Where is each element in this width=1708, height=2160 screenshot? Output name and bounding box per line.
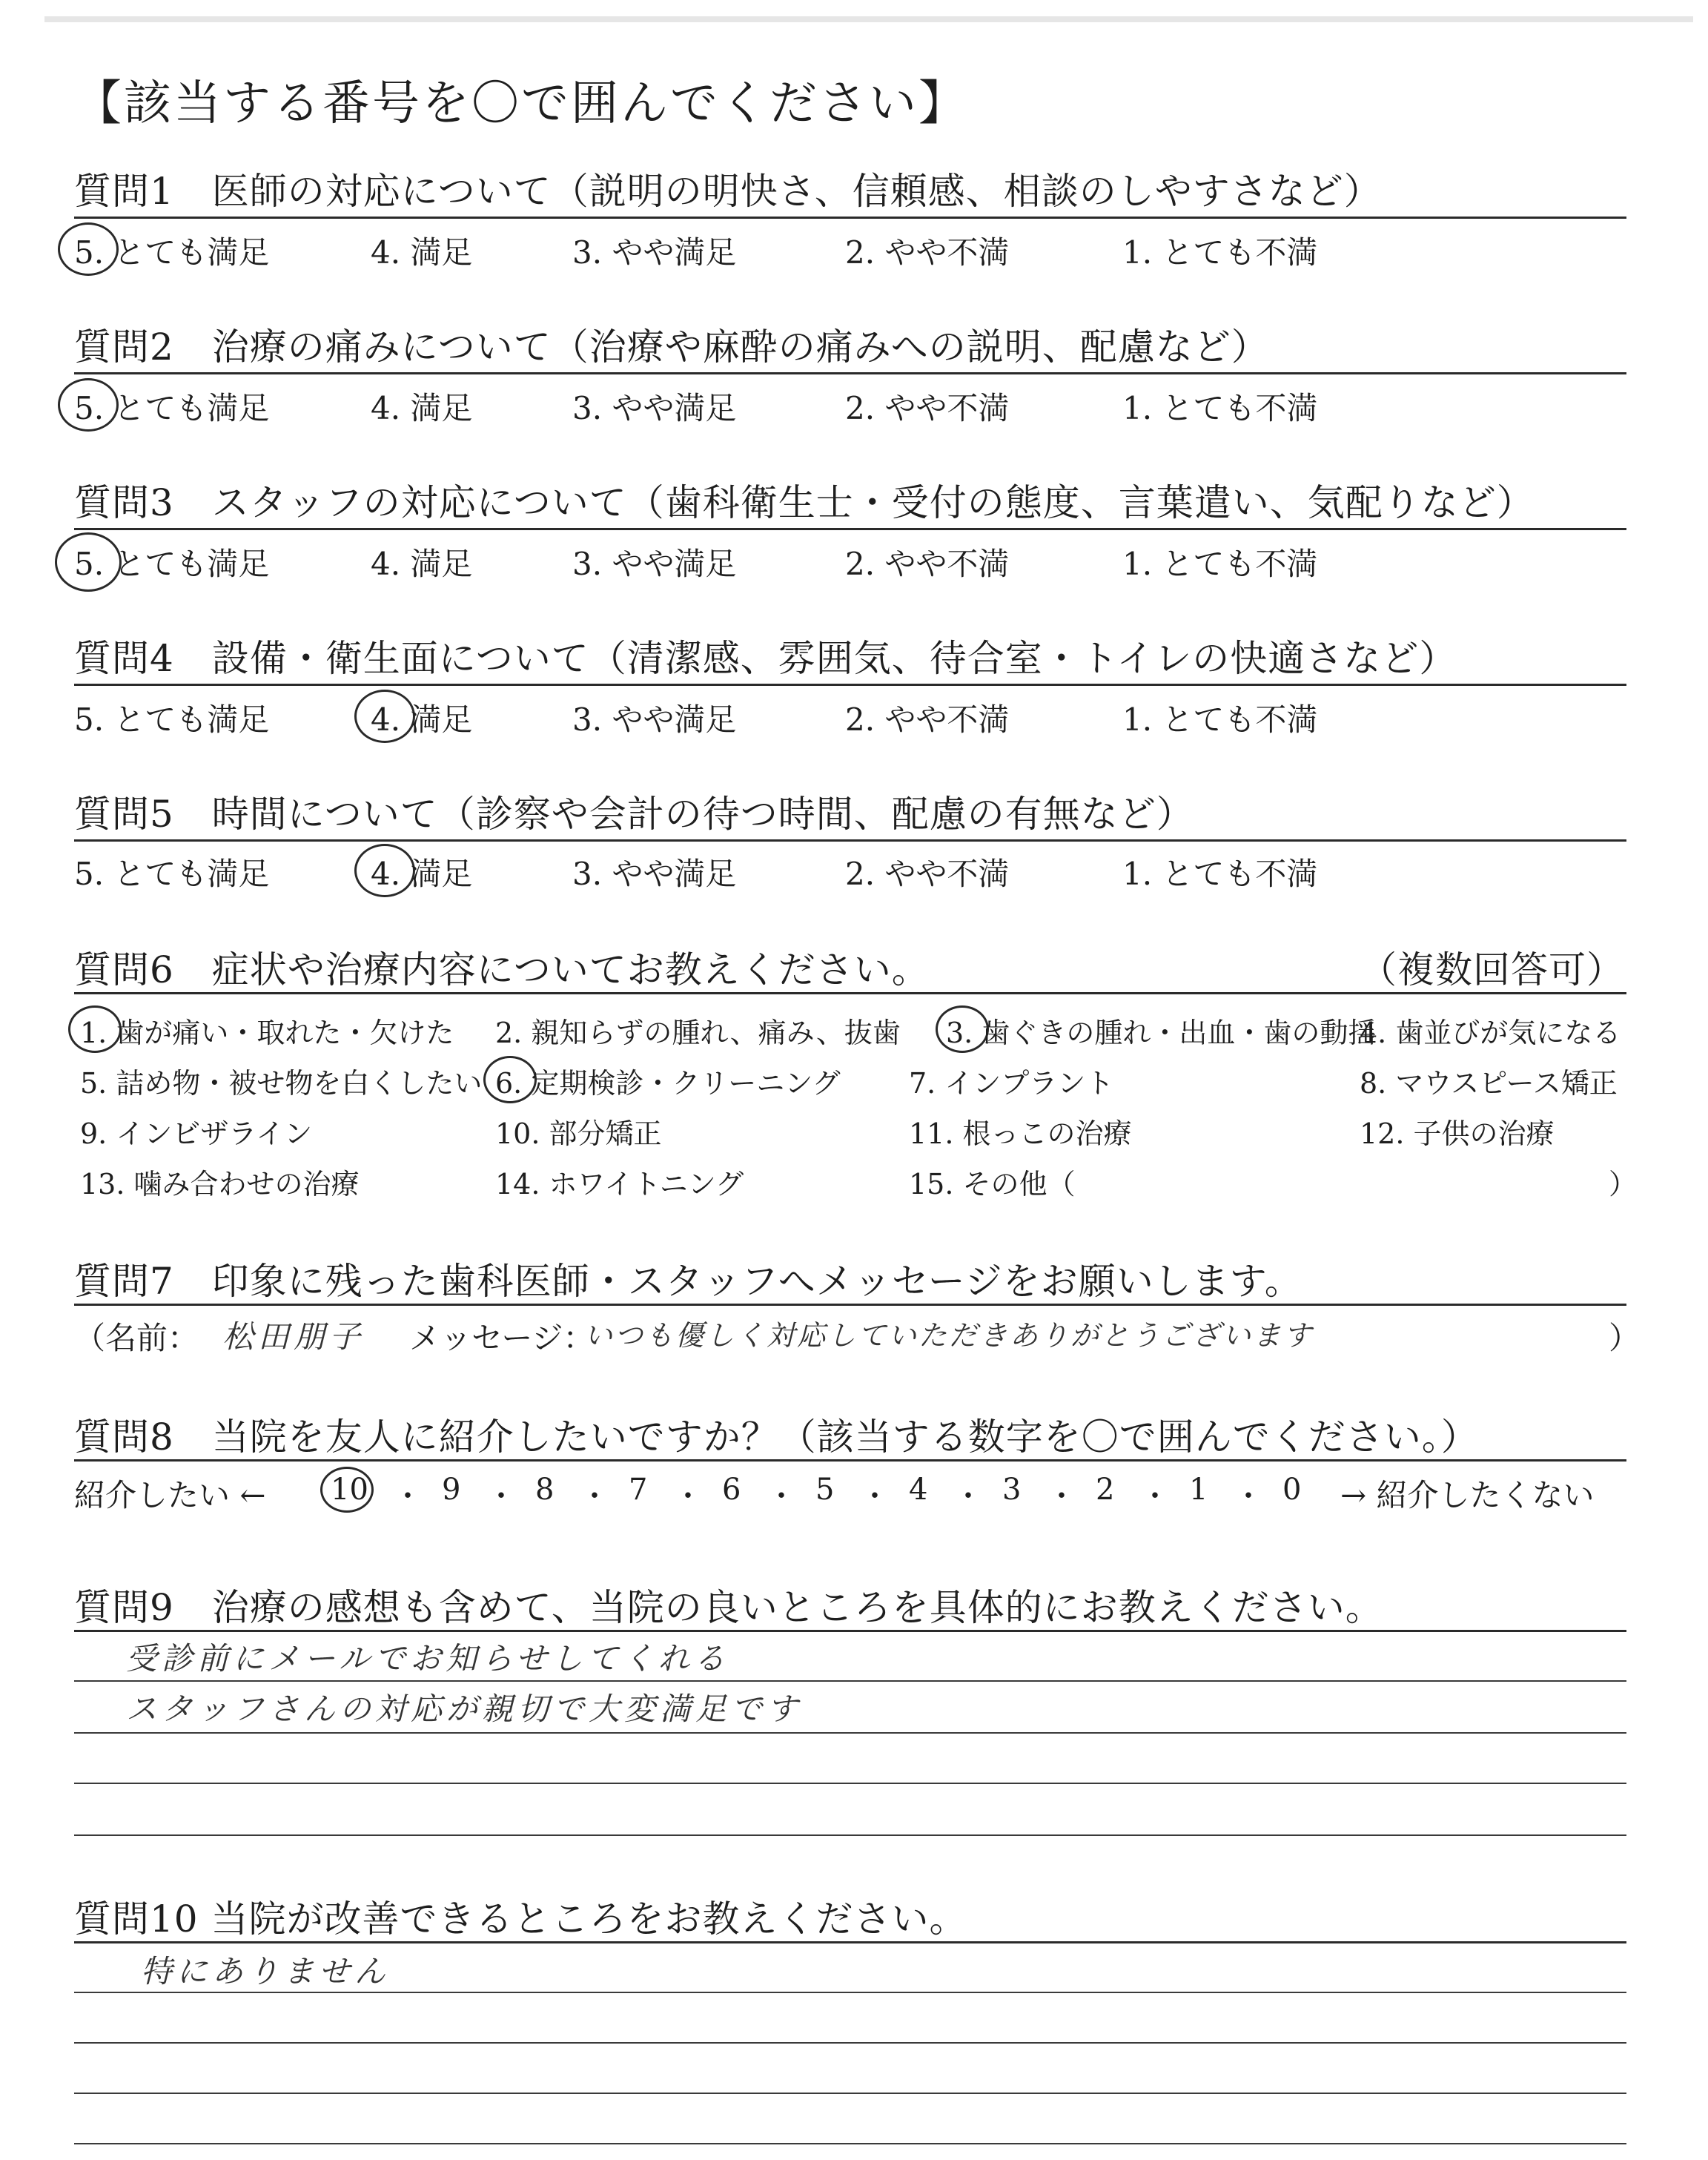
option-2[interactable]: 2. やや不満	[845, 390, 1010, 426]
answer-rule	[74, 1834, 1626, 1836]
option-2[interactable]: 2. やや不満	[845, 546, 1010, 582]
answer-rule	[74, 2042, 1626, 2044]
scale-dot: ・	[953, 1479, 983, 1513]
scale-dot: ・	[393, 1479, 423, 1513]
question-1-title: 質問1 医師の対応について（説明の明快さ、信頼感、相談のしやすさなど）	[74, 170, 1382, 213]
symptom-option-13[interactable]: 13. 噛み合わせの治療	[80, 1168, 360, 1200]
symptom-option-8[interactable]: 8. マウスピース矯正	[1360, 1067, 1618, 1100]
option-2[interactable]: 2. やや不満	[845, 234, 1010, 271]
answer-rule	[74, 1783, 1626, 1784]
option-1[interactable]: 1. とても不満	[1122, 390, 1318, 426]
scale-0[interactable]: 0	[1282, 1473, 1302, 1507]
scale-8[interactable]: 8	[535, 1473, 555, 1507]
form-heading: 【該当する番号を〇で囲んでください】	[74, 76, 968, 131]
option-5[interactable]: 5. とても満足	[74, 234, 270, 271]
symptom-option-12[interactable]: 12. 子供の治療	[1360, 1117, 1555, 1150]
question-3-title: 質問3 スタッフの対応について（歯科衛生士・受付の態度、言葉遣い、気配りなど）	[74, 481, 1535, 524]
question-6-rule	[74, 992, 1626, 994]
option-1[interactable]: 1. とても不満	[1122, 856, 1318, 892]
option-1[interactable]: 1. とても不満	[1122, 546, 1318, 582]
answer-line-2[interactable]: スタッフさんの対応が親切で大変満足です	[126, 1691, 803, 1727]
question-2-title: 質問2 治療の痛みについて（治療や麻酔の痛みへの説明、配慮など）	[74, 326, 1269, 369]
option-4[interactable]: 4. 満足	[371, 390, 473, 426]
message-value[interactable]: いつも優しく対応していただきありがとうございます	[584, 1319, 1314, 1352]
scale-dot: ・	[580, 1479, 609, 1513]
scale-dot: ・	[673, 1479, 703, 1513]
symptom-option-15-close: ）	[1609, 1168, 1638, 1200]
name-label: （名前：	[74, 1320, 199, 1356]
symptom-option-9[interactable]: 9. インビザライン	[80, 1117, 313, 1150]
symptom-option-14[interactable]: 14. ホワイトニング	[495, 1168, 744, 1200]
scale-dot: ・	[1234, 1479, 1263, 1513]
scale-dot: ・	[1140, 1479, 1170, 1513]
question-7-rule	[74, 1304, 1626, 1306]
question-8-rule	[74, 1459, 1626, 1462]
option-4[interactable]: 4. 満足	[371, 234, 473, 271]
question-5-title: 質問5 時間について（診察や会計の待つ時間、配慮の有無など）	[74, 793, 1194, 836]
scale-2[interactable]: 2	[1096, 1473, 1115, 1507]
symptom-option-6[interactable]: 6. 定期検診・クリーニング	[495, 1067, 841, 1100]
option-4[interactable]: 4. 満足	[371, 701, 473, 738]
option-3[interactable]: 3. やや満足	[572, 234, 737, 271]
scale-dot: ・	[767, 1479, 796, 1513]
symptom-option-3[interactable]: 3. 歯ぐきの腫れ・出血・歯の動揺	[946, 1017, 1377, 1049]
option-3[interactable]: 3. やや満足	[572, 856, 737, 892]
option-5[interactable]: 5. とても満足	[74, 856, 270, 892]
question-9-title: 質問9 治療の感想も含めて、当院の良いところを具体的にお教えください。	[74, 1586, 1383, 1629]
option-1[interactable]: 1. とても不満	[1122, 701, 1318, 738]
message-close: ）	[1609, 1320, 1641, 1356]
option-4[interactable]: 4. 満足	[371, 856, 473, 892]
scale-9[interactable]: 9	[442, 1473, 461, 1507]
option-1[interactable]: 1. とても不満	[1122, 234, 1318, 271]
question-9-rule	[74, 1630, 1626, 1632]
question-2-rule	[74, 372, 1626, 374]
symptom-option-2[interactable]: 2. 親知らずの腫れ、痛み、抜歯	[495, 1017, 901, 1049]
scale-right-label: → 紹介したくない	[1340, 1477, 1595, 1513]
option-3[interactable]: 3. やや満足	[572, 390, 737, 426]
question-6-title: 質問6 症状や治療内容についてお教えください。	[74, 948, 930, 991]
option-5[interactable]: 5. とても満足	[74, 701, 270, 738]
question-1-rule	[74, 217, 1626, 219]
name-value[interactable]: 松田朋子	[222, 1318, 365, 1355]
question-10-rule	[74, 1941, 1626, 1943]
scale-left-label: 紹介したい ←	[74, 1477, 266, 1513]
scale-3[interactable]: 3	[1002, 1473, 1022, 1507]
symptom-option-4[interactable]: 4. 歯並びが気になる	[1360, 1017, 1621, 1049]
answer-rule	[74, 2093, 1626, 2094]
option-5[interactable]: 5. とても満足	[74, 546, 270, 582]
option-5[interactable]: 5. とても満足	[74, 390, 270, 426]
option-4[interactable]: 4. 満足	[371, 546, 473, 582]
scale-1[interactable]: 1	[1189, 1473, 1208, 1507]
option-3[interactable]: 3. やや満足	[572, 546, 737, 582]
question-4-title: 質問4 設備・衛生面について（清潔感、雰囲気、待合室・トイレの快適さなど）	[74, 637, 1457, 680]
answer-rule	[74, 2143, 1626, 2144]
scale-7[interactable]: 7	[629, 1473, 648, 1507]
symptom-option-5[interactable]: 5. 詰め物・被せ物を白くしたい	[80, 1067, 483, 1100]
page-top-edge	[44, 16, 1693, 22]
question-3-rule	[74, 528, 1626, 530]
answer-rule	[74, 1992, 1626, 1993]
question-7-title: 質問7 印象に残った歯科医師・スタッフへメッセージをお願いします。	[74, 1260, 1302, 1303]
question-6-note: （複数回答可）	[1360, 948, 1624, 991]
scale-4[interactable]: 4	[909, 1473, 928, 1507]
answer-line-1[interactable]: 特にありません	[141, 1953, 391, 1989]
option-2[interactable]: 2. やや不満	[845, 856, 1010, 892]
message-label: メッセージ：	[409, 1320, 595, 1356]
scale-dot: ・	[486, 1479, 516, 1513]
scale-10[interactable]: 10	[331, 1473, 368, 1507]
answer-line-1[interactable]: 受診前にメールでお知らせしてくれる	[126, 1640, 729, 1677]
symptom-option-7[interactable]: 7. インプラント	[909, 1067, 1114, 1100]
scale-dot: ・	[860, 1479, 890, 1513]
symptom-option-15[interactable]: 15. その他（	[909, 1168, 1076, 1200]
answer-rule	[74, 1732, 1626, 1734]
question-4-rule	[74, 684, 1626, 686]
option-3[interactable]: 3. やや満足	[572, 701, 737, 738]
symptom-option-1[interactable]: 1. 歯が痛い・取れた・欠けた	[80, 1017, 454, 1049]
symptom-option-10[interactable]: 10. 部分矯正	[495, 1117, 662, 1150]
scale-dot: ・	[1047, 1479, 1076, 1513]
symptom-option-11[interactable]: 11. 根っこの治療	[909, 1117, 1132, 1150]
scale-5[interactable]: 5	[815, 1473, 835, 1507]
question-10-title: 質問10 当院が改善できるところをお教えください。	[74, 1898, 967, 1941]
scale-6[interactable]: 6	[722, 1473, 741, 1507]
option-2[interactable]: 2. やや不満	[845, 701, 1010, 738]
question-8-title: 質問8 当院を友人に紹介したいですか？（該当する数字を〇で囲んでください。）	[74, 1416, 1479, 1459]
answer-rule	[74, 1680, 1626, 1682]
question-5-rule	[74, 839, 1626, 842]
